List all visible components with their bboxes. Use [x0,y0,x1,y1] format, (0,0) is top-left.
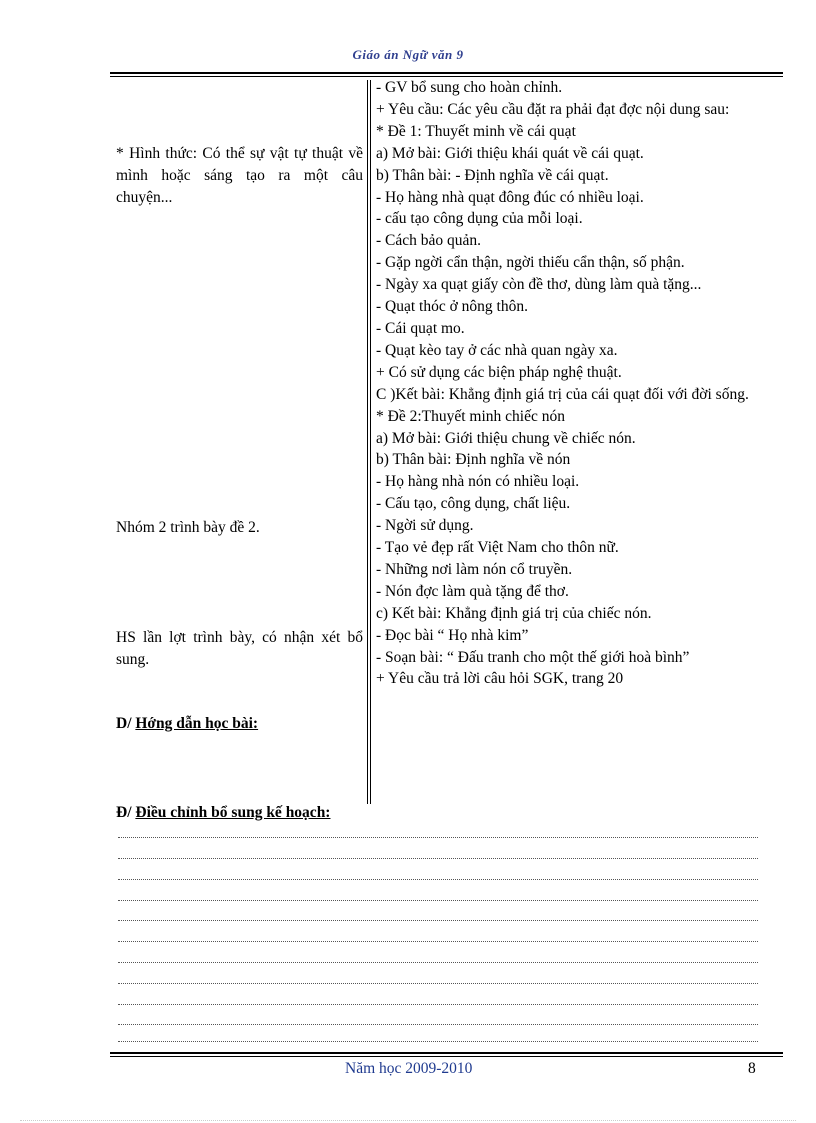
dotted-line [118,837,758,838]
dotted-line [118,1024,758,1025]
right-line: a) Mở bài: Giới thiệu khái quát về cái quạt. [376,144,644,162]
dotted-line [118,941,758,942]
right-line: - Ngày xa quạt giấy còn đề thơ, dùng làm quà tặng... [376,276,702,294]
right-line: + Có sử dụng các biện pháp nghệ thuật. [376,363,622,381]
page-header-title: Giáo án Ngữ văn 9 [352,47,464,62]
right-line: + Yêu cầu: Các yêu cầu đặt ra phải đạt đợc nội dung sau: [376,100,730,118]
right-line: - Quạt thóc ở nông thôn. [376,298,528,316]
right-line: - Họ hàng nhà nón có nhiều loại. [376,473,580,491]
right-line: c) Kết bài: Khẳng định giá trị của chiếc nón. [376,604,652,622]
right-line: - Cái quạt mo. [376,319,465,337]
section-d-prefix: D/ [116,715,132,732]
right-column [376,77,758,690]
right-line: b) Thân bài: - Định nghĩa về cái quạt. [376,166,609,184]
left-hs: HS lần lợt trình bày, có nhận xét bổ sung. [116,629,363,668]
section-d-heading [116,715,258,733]
footer-school-year: Năm học 2009-2010 [345,1060,473,1077]
footer-rule-top [110,1052,783,1054]
section-d-title: Hớng dẫn học bài: [135,715,259,732]
right-line: - Ngời sử dụng. [376,517,474,535]
dotted-line [118,962,758,963]
right-line: - GV bổ sung cho hoàn chỉnh. [376,79,563,96]
right-line: - Những nơi làm nón cổ truyền. [376,560,573,578]
right-line: * Đề 1: Thuyết minh về cái quạt [376,122,576,140]
table-divider-inner [370,80,371,804]
left-nhom-2: Nhóm 2 trình bày đề 2. [116,519,260,536]
right-line: a) Mở bài: Giới thiệu chung về chiếc nón. [376,429,636,447]
right-line: - Cách bảo quản. [376,232,482,250]
right-line: - Đọc bài “ Họ nhà kim” [376,626,529,644]
page-number: 8 [748,1060,756,1077]
table-divider [367,80,368,804]
dotted-line [118,879,758,880]
right-line: b) Thân bài: Định nghĩa về nón [376,451,571,469]
right-line: - Họ hàng nhà quạt đông đúc có nhiều loại. [376,188,644,206]
right-line: * Đề 2:Thuyết minh chiếc nón [376,407,565,425]
right-line: - Gặp ngời cẩn thận, ngời thiếu cẩn thận, số phận. [376,254,685,272]
right-line: - cấu tạo công dụng của mỗi loại. [376,210,583,228]
dotted-line [118,1004,758,1005]
section-dd-title: Điều chỉnh bổ sung kế hoạch: [135,804,331,821]
right-line: - Soạn bài: “ Đấu tranh cho một thế giới hoà bình” [376,648,690,666]
dotted-line [118,1041,758,1042]
right-line: C )Kết bài: Khẳng định giá trị của cái quạt đối với đời sống. [376,385,749,403]
right-line: - Nón đợc làm quà tặng để thơ. [376,582,569,600]
right-line: + Yêu cầu trả lời câu hỏi SGK, trang 20 [376,670,624,688]
footer-rule-bottom [110,1056,783,1057]
left-hinh-thuc: * Hình thức: Có thể sự vật tự thuật về mình hoặc sáng tạo ra một câu chuyện... [116,145,363,206]
page-bottom-edge [20,1120,796,1121]
dotted-line [118,920,758,921]
section-dd-heading [116,804,330,822]
right-line: - Cấu tạo, công dụng, chất liệu. [376,495,571,513]
right-line: - Tạo vẻ đẹp rất Việt Nam cho thôn nữ. [376,539,619,557]
dotted-line [118,900,758,901]
dotted-line [118,983,758,984]
right-line: - Quạt kèo tay ở các nhà quan ngày xa. [376,341,618,359]
header-rule-top [110,72,783,74]
section-dd-prefix: Đ/ [116,804,132,821]
dotted-line [118,858,758,859]
